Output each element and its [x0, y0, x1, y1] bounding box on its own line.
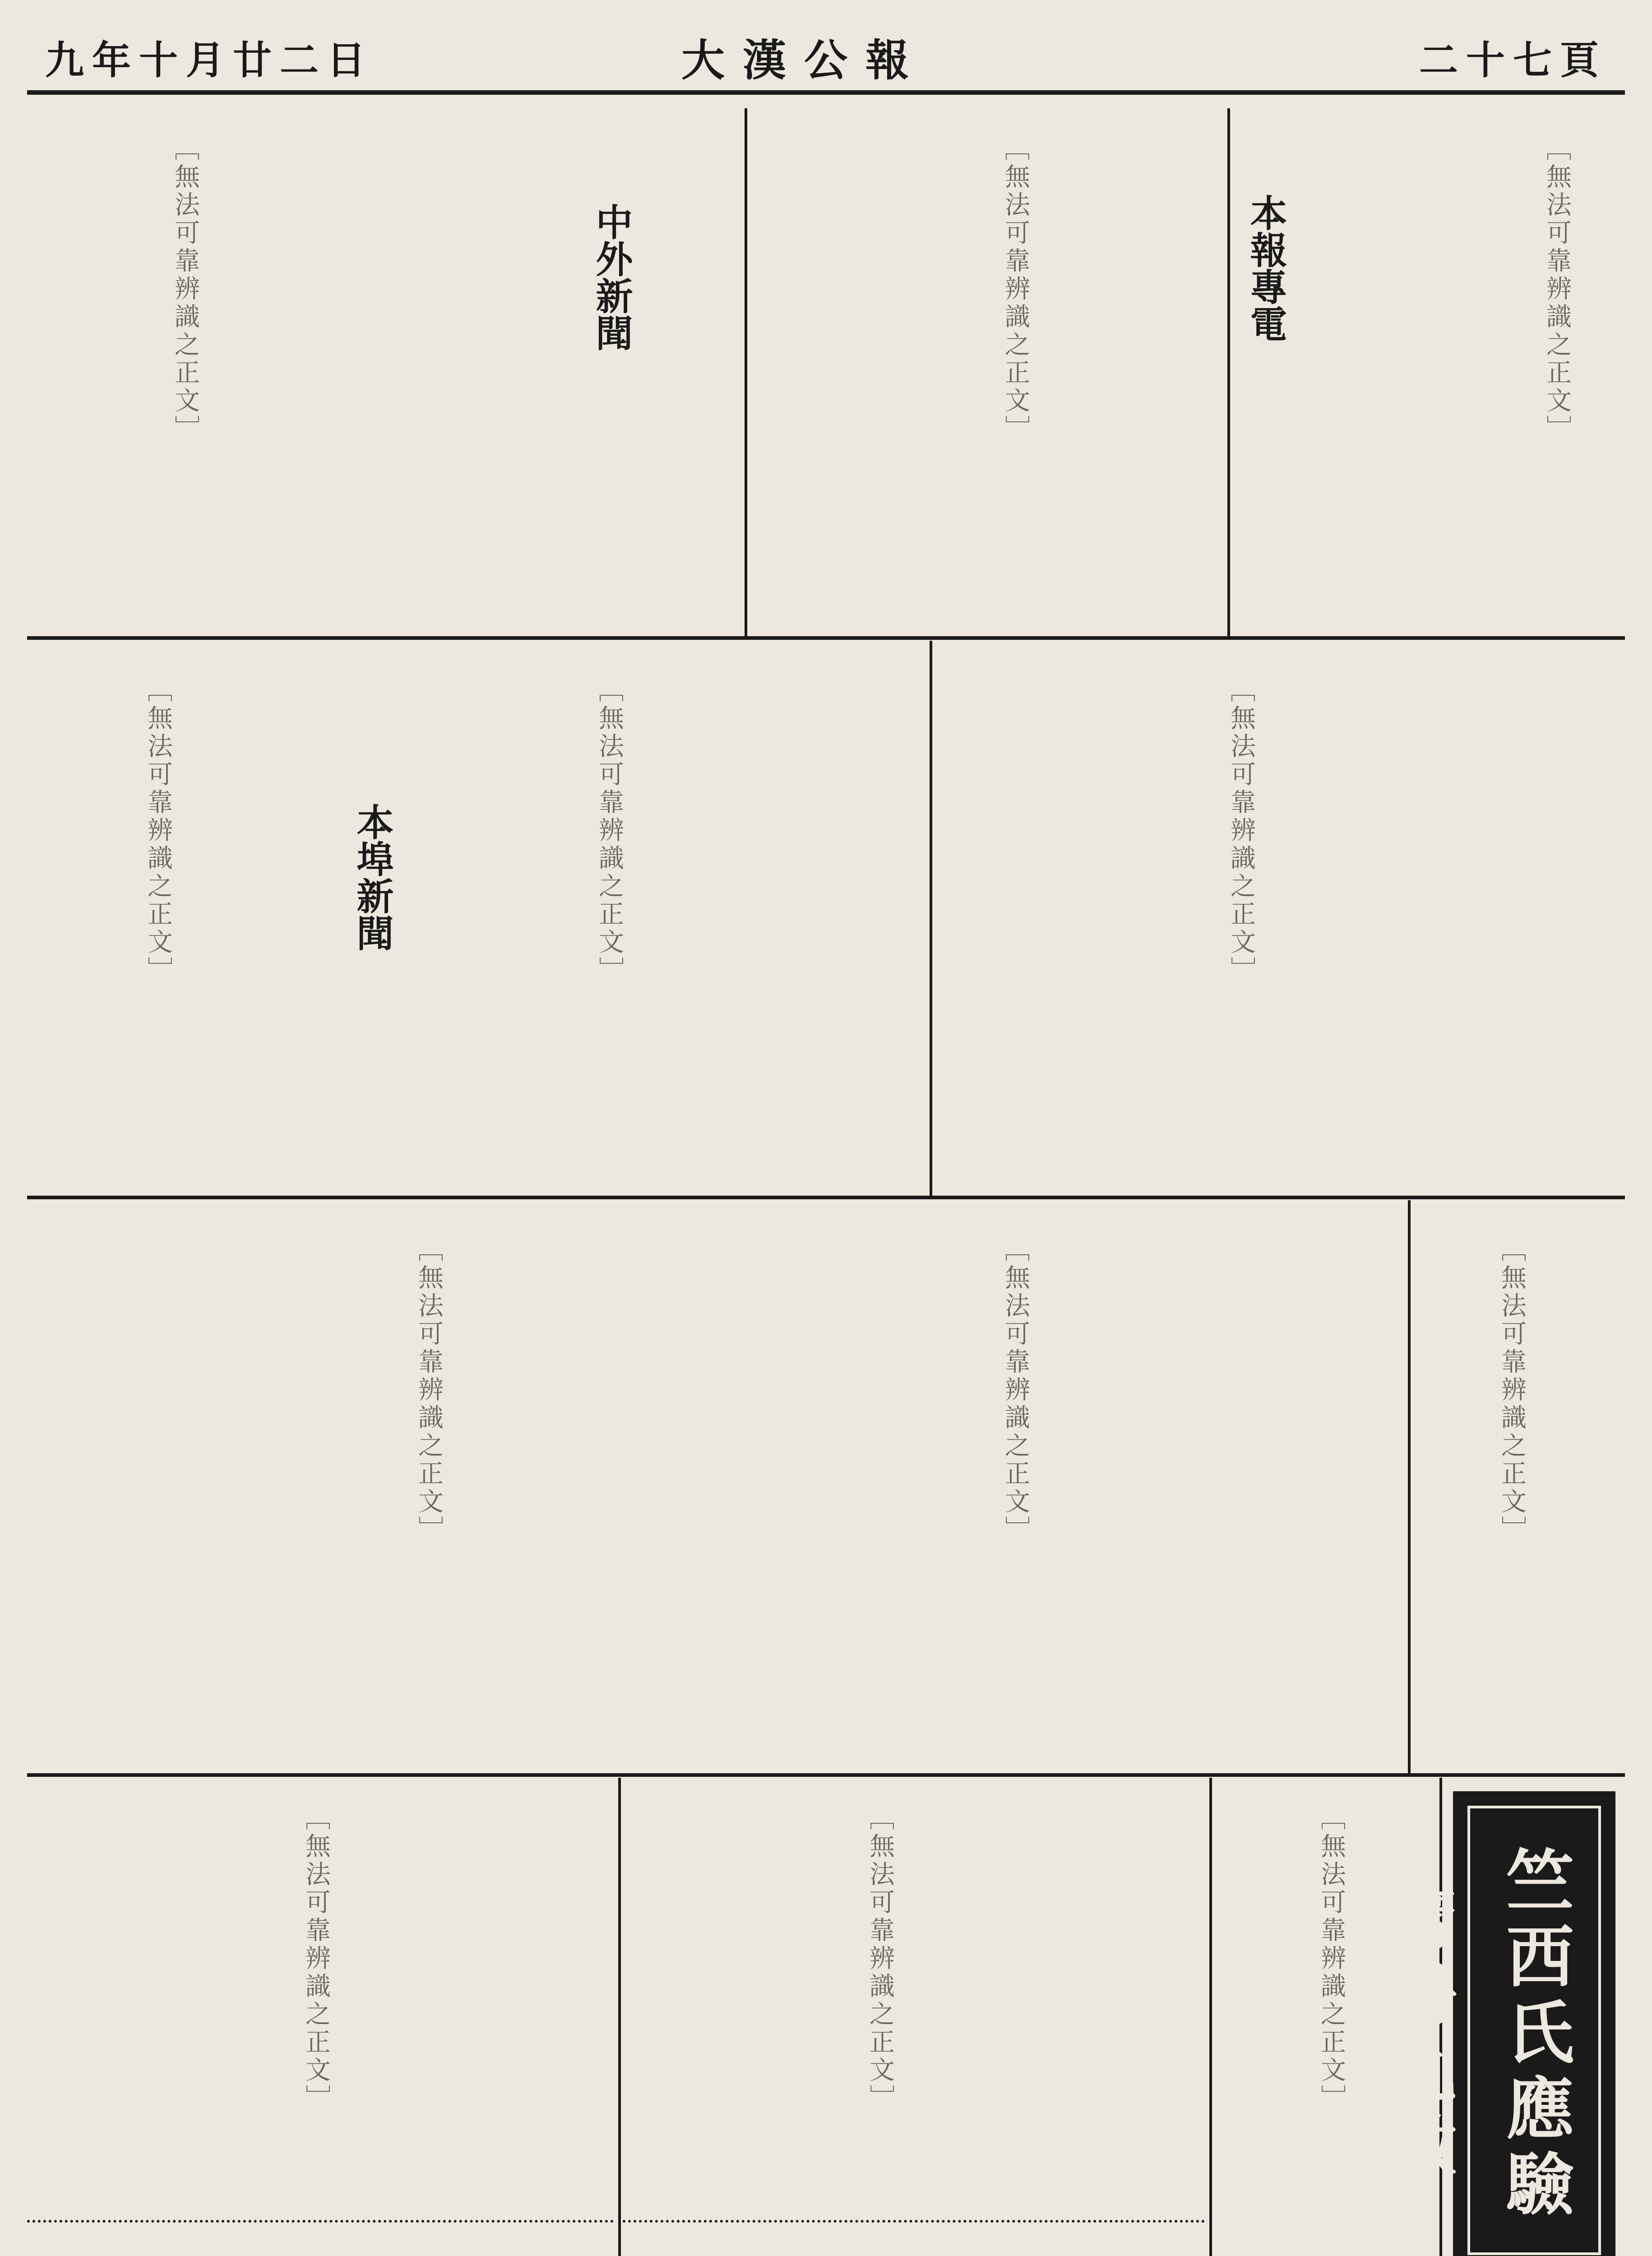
body-text-placeholder: ［無法可靠辨識之正文］ [1226, 677, 1256, 985]
body-text-placeholder: ［無法可靠辨識之正文］ [171, 135, 200, 443]
local-news-heading: 本埠新聞 [351, 803, 394, 951]
body-text-placeholder: ［無法可靠辨識之正文］ [143, 677, 173, 985]
body-text-placeholder: ［無法可靠辨識之正文］ [595, 677, 624, 985]
body-text-placeholder: ［無法可靠辨識之正文］ [1317, 1805, 1346, 2113]
body-text-placeholder: ［無法可靠辨識之正文］ [1497, 1236, 1527, 1544]
column-rule [930, 641, 932, 1196]
body-text-placeholder: ［無法可靠辨識之正文］ [1542, 135, 1572, 443]
body-text-placeholder: ［無法可靠辨識之正文］ [414, 1236, 444, 1544]
dotted-separator [623, 2220, 1205, 2223]
page-number: 二十七頁 [1419, 37, 1607, 83]
body-text-placeholder: ［無法可靠辨識之正文］ [1001, 1236, 1030, 1544]
column-rule [745, 108, 747, 636]
body-text-placeholder: ［無法可靠辨識之正文］ [865, 1805, 895, 2113]
column-rule [1227, 108, 1230, 636]
paper-title: 大漢公報 [681, 35, 927, 86]
masthead [27, 27, 1625, 95]
section-divider-3 [27, 1773, 1625, 1777]
section-divider-2 [27, 1196, 1625, 1199]
china-news-heading: 中外新聞 [590, 203, 633, 351]
column-rule [1408, 1200, 1411, 1773]
column-rule [1209, 1778, 1212, 2256]
dotted-separator [27, 2220, 614, 2223]
issue-date: 九年十月廿二日 [45, 37, 374, 83]
section-divider-1 [27, 636, 1625, 640]
own-dispatch-heading: 本報專電 [1244, 194, 1287, 342]
advertisement-box [1377, 1791, 1615, 2256]
advertisement-title: 竺西氏應驗膏丹丸散 [1377, 1845, 1574, 2224]
body-text-placeholder: ［無法可靠辨識之正文］ [301, 1805, 331, 2113]
column-rule [618, 1778, 621, 2256]
body-text-placeholder: ［無法可靠辨識之正文］ [1001, 135, 1030, 443]
